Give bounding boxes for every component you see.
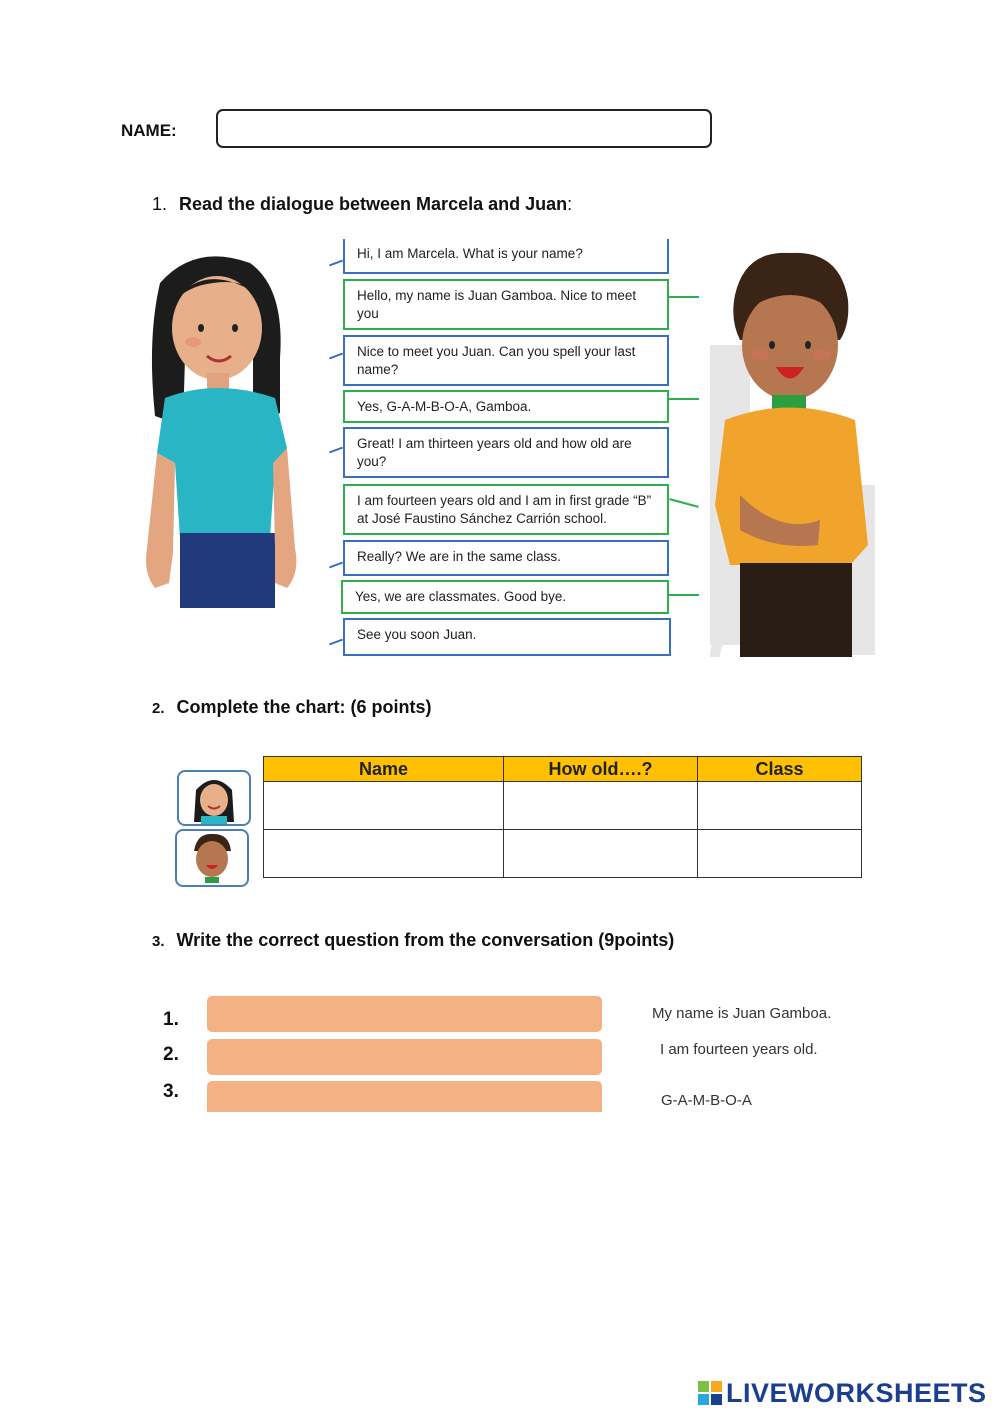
chart-cell-input[interactable]	[264, 830, 504, 878]
chart-cell-input[interactable]	[698, 830, 862, 878]
dialogue-bubble-6: I am fourteen years old and I am in first grade “B” at José Faustino Sánchez Carrión school.	[343, 484, 669, 535]
answer-1-number: 1.	[163, 1009, 179, 1030]
answer-3-input[interactable]	[207, 1081, 602, 1112]
answer-3-number: 3.	[163, 1081, 179, 1102]
chart-cell-input[interactable]	[698, 782, 862, 830]
chart-row-marcela	[264, 782, 862, 830]
question-2-text: Complete the chart: (6 points)	[176, 697, 432, 717]
dialogue-bubble-4: Yes, G-A-M-B-O-A, Gamboa.	[343, 390, 669, 423]
dialogue-pointer	[669, 398, 699, 400]
question-3-text: Write the correct question from the conversation (9points)	[176, 930, 675, 950]
name-input[interactable]	[216, 109, 712, 148]
chart-cell-input[interactable]	[504, 782, 698, 830]
dialogue-pointer	[669, 296, 699, 298]
answer-1-input[interactable]	[207, 996, 602, 1032]
dialogue-bubble-2: Hello, my name is Juan Gamboa. Nice to meet you	[343, 279, 669, 330]
question-1-title	[152, 194, 572, 215]
dialogue-bubble-5: Great! I am thirteen years old and how old are you?	[343, 427, 669, 478]
chart-header-row	[264, 757, 862, 782]
chart-header-how-old: How old….?	[504, 757, 698, 782]
chart-cell-input[interactable]	[264, 782, 504, 830]
juan-avatar	[175, 829, 249, 887]
chart-cell-input[interactable]	[504, 830, 698, 878]
answer-2-number: 2.	[163, 1044, 179, 1065]
marcela-face-icon	[179, 772, 249, 824]
logo-text: LIVEWORKSHEETS	[726, 1377, 987, 1408]
question-3-number: 3.	[152, 933, 165, 950]
logo-icon	[698, 1381, 722, 1405]
dialogue-bubble-8: Yes, we are classmates. Good bye.	[341, 580, 669, 614]
question-1-text: Read the dialogue between Marcela and Juan	[179, 194, 568, 214]
answer-2-input[interactable]	[207, 1039, 602, 1075]
dialogue-pointer	[669, 498, 698, 508]
juan-illustration	[700, 245, 880, 657]
liveworksheets-logo	[698, 1378, 987, 1408]
marcela-avatar	[177, 770, 251, 826]
question-3-title	[152, 930, 674, 951]
dialogue-bubble-1: Hi, I am Marcela. What is your name?	[343, 239, 669, 274]
info-chart	[263, 756, 862, 878]
question-1-colon: :	[567, 194, 573, 214]
answer-2-text: I am fourteen years old.	[660, 1041, 818, 1058]
dialogue-bubble-3: Nice to meet you Juan. Can you spell your last name?	[343, 335, 669, 386]
answer-3-text: G-A-M-B-O-A	[661, 1092, 752, 1109]
dialogue-bubble-9: See you soon Juan.	[343, 618, 671, 656]
dialogue-bubble-7: Really? We are in the same class.	[343, 540, 669, 576]
chart-row-juan	[264, 830, 862, 878]
marcela-illustration	[135, 248, 310, 613]
juan-face-icon	[177, 831, 247, 885]
question-2-title	[152, 697, 432, 718]
question-1-number: 1.	[152, 194, 168, 214]
chart-header-class: Class	[698, 757, 862, 782]
dialogue-pointer	[329, 260, 343, 267]
dialogue-pointer	[669, 594, 699, 596]
name-label: NAME:	[121, 121, 177, 140]
question-2-number: 2.	[152, 700, 165, 717]
dialogue-pointer	[329, 447, 343, 454]
answer-1-text: My name is Juan Gamboa.	[652, 1005, 832, 1022]
dialogue-pointer	[329, 562, 343, 569]
dialogue-pointer	[329, 353, 343, 360]
chart-header-name: Name	[264, 757, 504, 782]
dialogue-pointer	[329, 639, 343, 646]
